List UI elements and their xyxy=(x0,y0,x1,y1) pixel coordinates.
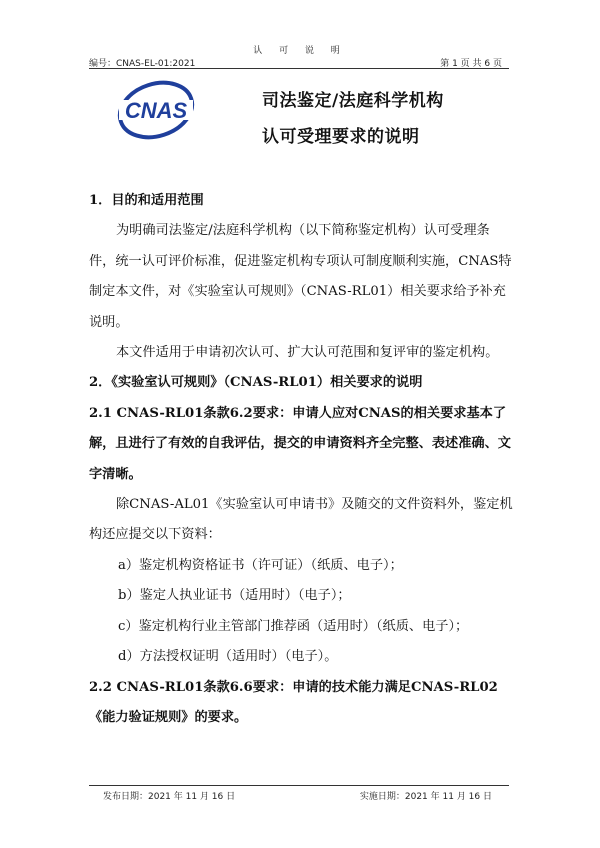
effective-date: 实施日期：2021 年 11 月 16 日 xyxy=(359,792,492,802)
document-number: 编号：CNAS-EL-01:2021 xyxy=(89,59,196,69)
document-title-line-1: 司法鉴定/法庭科学机构 xyxy=(262,91,444,111)
header-divider xyxy=(89,68,509,69)
list-item-c: c）鉴定机构行业主管部门推荐函（适用时）（纸质、电子）； xyxy=(118,618,469,634)
header-title: 认 可 说 明 xyxy=(253,46,347,56)
section-1-heading: 1．目的和适用范围 xyxy=(89,193,204,208)
list-item-a: a）鉴定机构资格证书（许可证）（纸质、电子）； xyxy=(118,557,403,573)
clause-2-1-paragraph: 除CNAS-AL01《实验室认可申请书》及随交的文件资料外，鉴定机构还应提交以下资料： xyxy=(89,497,513,543)
clause-2-2: 2.2 CNAS-RL01条款6.6要求：申请的技术能力满足CNAS-RL02《能力验证规则》的要求。 xyxy=(89,679,498,725)
clause-2-1: 2.1 CNAS-RL01条款6.2要求：申请人应对CNAS的相关要求基本了解，且进行了有效的自我评估，提交的申请资料齐全完整、表述准确、文字清晰。 xyxy=(89,405,511,482)
publish-date: 发布日期：2021 年 11 月 16 日 xyxy=(103,792,236,802)
list-item-b: b）鉴定人执业证书（适用时）（电子）； xyxy=(118,588,351,604)
document-title-line-2: 认可受理要求的说明 xyxy=(262,127,420,147)
document-body xyxy=(89,186,513,733)
footer-divider xyxy=(89,785,509,786)
logo-text: CNAS xyxy=(124,98,188,123)
cnas-logo xyxy=(115,80,197,140)
section-1-paragraph-2: 本文件适用于申请初次认可、扩大认可范围和复评审的鉴定机构。 xyxy=(116,345,499,361)
page-info: 第 1 页 共 6 页 xyxy=(440,59,502,69)
section-2-heading: 2．《实验室认可规则》（CNAS-RL01）相关要求的说明 xyxy=(89,375,423,391)
list-item-d: d）方法授权证明（适用时）（电子）。 xyxy=(118,649,338,665)
section-1-paragraph-1: 为明确司法鉴定/法庭科学机构（以下简称鉴定机构）认可受理条件，统一认可评价标准，促进鉴定机构专项认可制度顺利实施，CNAS特制定本文件，对《实验室认可规则》（CNAS-RL01）相关要求给予补充说明。 xyxy=(89,223,512,330)
